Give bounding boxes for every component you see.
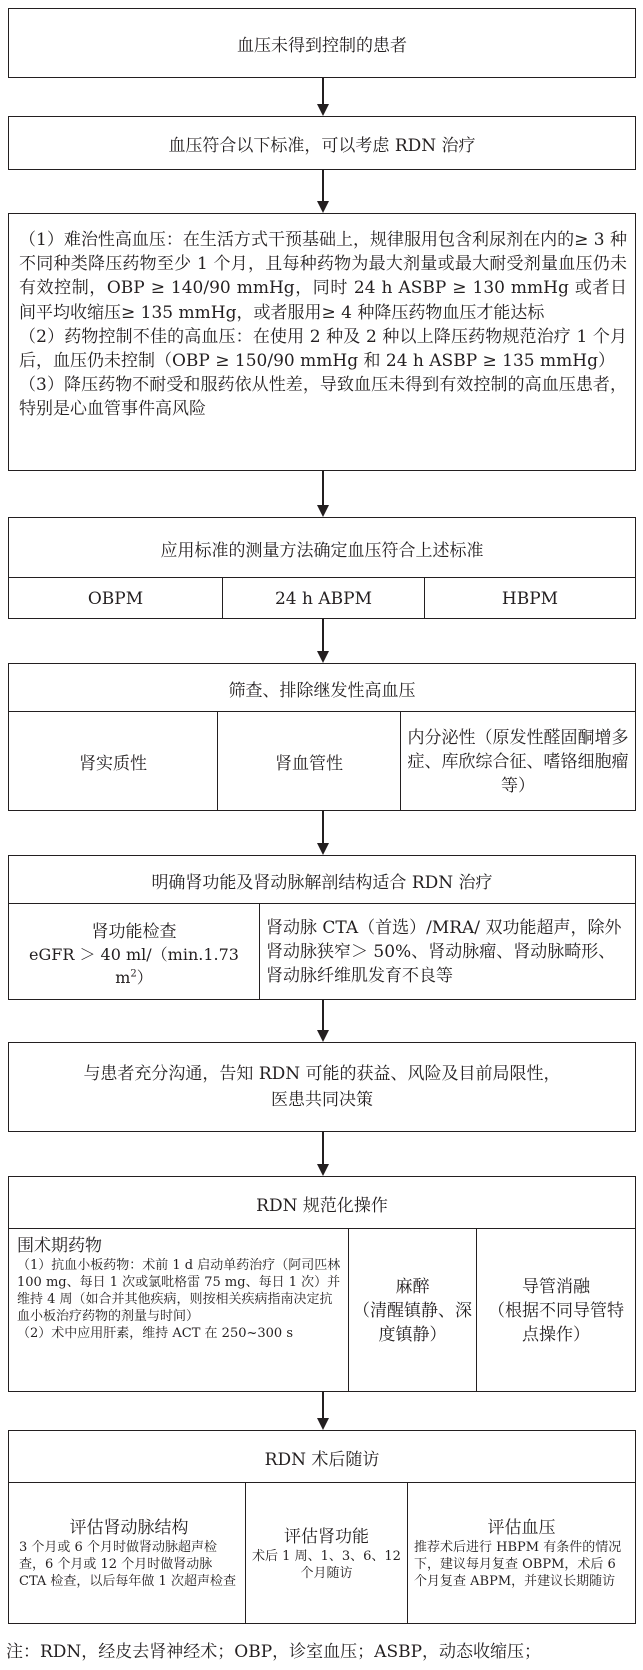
- method-obpm: OBPM: [87, 588, 144, 609]
- followup-title-text: RDN 术后随访: [264, 1449, 380, 1470]
- anesthesia-title: 麻醉: [395, 1276, 430, 1297]
- ablation-title: 导管消融: [522, 1276, 590, 1297]
- operation-title: [9, 1177, 635, 1229]
- flow-arrow: [317, 811, 329, 855]
- criteria-item: （2）药物控制不佳的高血压：在使用 2 种及 2 种以上降压药物规范治疗 1 个月后，血压仍未控制（OBP ≥ 150/90 mmHg 和 24 h ASBP ≥ 135 mmHg）: [19, 326, 627, 372]
- followup-structure-title: 评估肾动脉结构: [69, 1518, 189, 1538]
- followup-box: [8, 1430, 636, 1624]
- step-uncontrolled-patients: [8, 8, 636, 78]
- followup-renal-function: [245, 1483, 407, 1624]
- communication-line1: 与患者充分沟通，告知 RDN 可能的获益、风险及目前局限性，: [83, 1064, 561, 1084]
- communication-line2: 医患共同决策: [271, 1090, 373, 1110]
- method-hbpm: HBPM: [424, 578, 635, 619]
- flow-arrow: [317, 1000, 329, 1042]
- screen-renovascular: 肾血管性: [217, 712, 400, 811]
- screen-endocrine: 内分泌性（原发性醛固酮增多症、库欣综合征、嗜铬细胞瘤等）: [400, 712, 635, 811]
- followup-blood-pressure: [407, 1483, 635, 1624]
- renal-anatomy-imaging: 肾动脉 CTA（首选）/MRA/ 双功能超声，除外肾动脉狭窄＞ 50%、肾动脉瘤、肾动脉畸形、肾动脉纤维肌发育不良等: [259, 904, 635, 1000]
- criteria-item: （3）降压药物不耐受和服药依从性差，导致血压未得到有效控制的高血压患者，特别是心血管事件高风险: [19, 375, 627, 420]
- screen-renal-parenchymal: 肾实质性: [79, 754, 147, 774]
- renal-title-text: 明确肾功能及肾动脉解剖结构适合 RDN 治疗: [151, 872, 493, 893]
- followup-title: [9, 1431, 635, 1483]
- antiplatelet-regimen: （1）抗血小板药物：术前 1 d 启动单药治疗（阿司匹林 100 mg、每日 1 次或氯吡格雷 75 mg、每日 1 次）并维持 4 周（如合并其他疾病，则按相关疾病指南决定抗血小板治疗药物的剂量与时间）: [17, 1258, 341, 1324]
- flow-arrow: [317, 1392, 329, 1430]
- measurement-box: [8, 517, 636, 619]
- perioperative-drugs: [9, 1229, 348, 1392]
- perioperative-drugs-title: 围术期药物: [17, 1236, 102, 1256]
- renal-function-egfr: eGFR ＞ 40 ml/（min.1.73 $m^2$）: [28, 944, 239, 987]
- catheter-ablation: [476, 1229, 635, 1392]
- flow-arrow: [317, 619, 329, 663]
- screening-title-text: 筛查、排除继发性高血压: [228, 680, 416, 701]
- ablation-detail: （根据不同导管特点操作）: [488, 1300, 624, 1345]
- measurement-title-text: 应用标准的测量方法确定血压符合上述标准: [160, 540, 484, 561]
- followup-structure-detail: 3 个月或 6 个月时做肾动脉超声检查，6 个月或 12 个月时做肾动脉 CTA 检查，以后每年做 1 次超声检查: [19, 1540, 236, 1589]
- followup-bp-title: 评估血压: [487, 1518, 556, 1538]
- communication-box: [8, 1042, 636, 1132]
- step-rdn-criteria-intro: [8, 116, 636, 170]
- operation-box: [8, 1176, 636, 1392]
- renal-function-title: 肾功能检查: [91, 921, 177, 942]
- followup-function-title: 评估肾功能: [284, 1526, 369, 1547]
- renal-function-test: [9, 904, 259, 1000]
- method-abpm: 24 h ABPM: [222, 578, 424, 619]
- anesthesia: [348, 1229, 476, 1392]
- anesthesia-detail: （清醒镇静、深度镇静）: [353, 1300, 472, 1345]
- screening-box: [8, 663, 636, 811]
- flow-arrow: [317, 471, 329, 517]
- screening-title: [9, 664, 635, 712]
- renal-title: [9, 856, 635, 904]
- criteria-item: （1）难治性高血压：在生活方式干预基础上，规律服用包含利尿剂在内的≥ 3 种不同种类降压药物至少 1 个月，且每种药物为最大剂量或最大耐受剂量血压仍未有效控制，OBP ≥ 140/90 mmHg，同时 24 h ASBP ≥ 130 mmHg 或者日间平均收缩压≥ 135 mmHg，或者服用≥ 4 种降压药物血压才能达标: [19, 230, 627, 323]
- flow-arrow: [317, 1132, 329, 1176]
- footnote: 注：RDN，经皮去肾神经术；OBP，诊室血压；ASBP，动态收缩压；: [6, 1642, 542, 1662]
- measurement-title: [9, 518, 635, 578]
- step-rdn-criteria-text: 血压符合以下标准，可以考虑 RDN 治疗: [168, 135, 476, 156]
- step-uncontrolled-text: 血压未得到控制的患者: [237, 35, 407, 56]
- followup-bp-detail: 推荐术后进行 HBPM 有条件的情况下，建议每月复查 OBPM，术后 6 个月复查 ABPM，并建议长期随访: [414, 1540, 622, 1589]
- criteria-box: [8, 213, 636, 471]
- flow-arrow: [317, 78, 329, 116]
- flow-arrow: [317, 170, 329, 213]
- followup-renal-structure: [9, 1483, 245, 1624]
- renal-assessment-box: [8, 855, 636, 1000]
- heparin-regimen: （2）术中应用肝素，维持 ACT 在 250~300 s: [17, 1326, 293, 1341]
- operation-title-text: RDN 规范化操作: [256, 1195, 388, 1216]
- followup-function-detail: 术后 1 周、1、3、6、12 个月随访: [252, 1548, 401, 1581]
